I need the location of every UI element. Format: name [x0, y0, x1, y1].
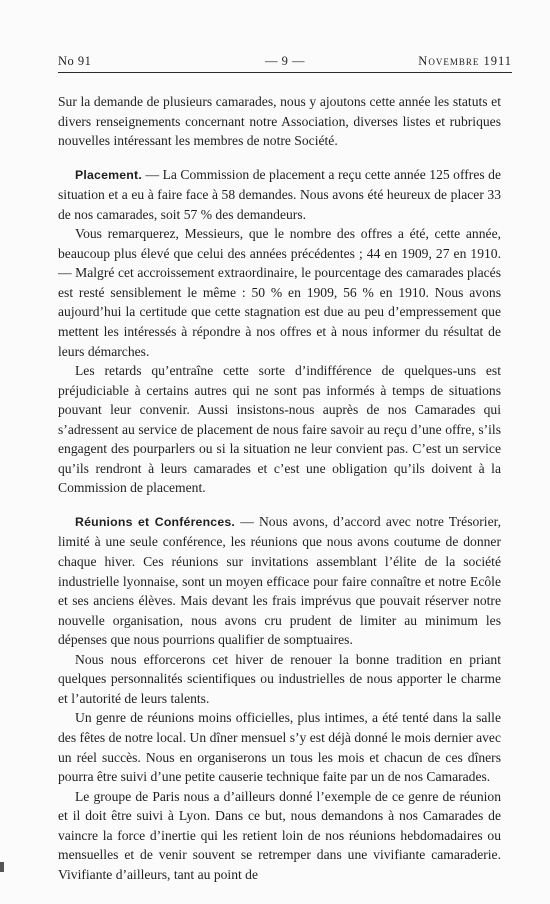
- paragraph-intro: [58, 92, 501, 151]
- paragraph-text: Sur la demande de plusieurs camarades, nous y ajoutons cette année les statuts et divers renseignements concernant notre Association, diverses listes et rubriques nouvelles intéressant les membres de notre Société.: [58, 94, 501, 149]
- issue-date: Novembre 1911: [418, 54, 512, 68]
- paragraph-offers: [58, 224, 501, 361]
- issue-number: No 91: [58, 54, 92, 68]
- paragraph-delays: [58, 361, 501, 498]
- section-heading-meetings: Réunions et Conférences.: [75, 514, 236, 529]
- paragraph-text: — La Commission de placement a reçu cette année 125 offres de situation et a eu à faire face à 58 demandes. Nous avons été heureux de placer 33 de nos camarades, soit 57 % des demandeurs.: [58, 166, 501, 222]
- page-number: — 9 —: [265, 54, 305, 68]
- article-body: [58, 92, 501, 884]
- paragraph-text: Vous remarquerez, Messieurs, que le nombre des offres a été, cette année, beaucoup plus élevé que celui des années précédentes ; 44 en 1909, 27 en 1910. — Malgré cet accroissement extraordinaire, le pourcentage des camarades placés est resté sensiblement le même : 50 % en 1909, 56 % en 1910. Nous avons aujourd’hui la certitude que cette stagnation est due au peu d’empressement que mettent les intéressés à répondre à nos offres et à nous informer du résultat de leurs démarches.: [58, 226, 501, 359]
- paragraph-dinners: [58, 708, 501, 786]
- header-rule: [58, 72, 512, 73]
- paragraph-text: Les retards qu’entraîne cette sorte d’indifférence de quelques-uns est préjudiciable à certains autres qui ne sont pas informés à temps de situations pouvant leur convenir. Aussi insistons-nous auprès de nos Camarades qui s’adressent au service de placement de nous faire savoir au reçu d’une offre, s’ils engagent des pourparlers ou si la situation ne leur convient pas. C’est un service qu’ils rendront à leurs camarades et c’est une obligation qu’ils doivent à la Commission de placement.: [58, 363, 501, 496]
- paragraph-winter: [58, 650, 501, 709]
- paragraph-text: Nous nous efforcerons cet hiver de renouer la bonne tradition en priant quelques personnalités scientifiques ou industrielles de nous apporter le charme et l’autorité de leurs talents.: [58, 651, 501, 706]
- paragraph-meetings: [58, 512, 501, 650]
- section-heading-placement: Placement.: [75, 167, 142, 182]
- paragraph-text: Un genre de réunions moins officielles, plus intimes, a été tenté dans la salle des fêtes de notre local. Un dîner mensuel s’y est déjà donné le mois dernier avec un réel succès. Nous en organiserons un tous les mois et chacun de ces dîners pourra être suivi d’une petite causerie technique faite par un de nos Camarades.: [58, 710, 501, 785]
- page-header: [58, 54, 512, 74]
- paragraph-text: — Nous avons, d’accord avec notre Trésorier, limité à une seule conférence, les réunions que nous avons coutume de donner chaque hiver. Ces réunions sur invitations assemblant l’élite de la société industrielle lyonnaise, sont un moyen efficace pour faire connaître et notre Ecôle et ses anciens élèves. Mais devant les frais imprévus que pouvait réserver notre nouvelle organisation, nous avons cru prudent de limiter au minimum les dépenses que nous pourrions qualifier de somptuaires.: [58, 513, 501, 648]
- scan-edge-mark: [0, 862, 4, 872]
- paragraph-text: Le groupe de Paris nous a d’ailleurs donné l’exemple de ce genre de réunion et il doit être suivi à Lyon. Dans ce but, nous demandons à nos Camarades de vaincre la force d’inertie qui les retient loin de nos réunions hebdomadaires ou mensuelles et de venir souvent se retremper dans une vivifiante camaraderie. Vivifiante d’ailleurs, tant au point de: [58, 788, 501, 882]
- paragraph-placement: [58, 165, 501, 225]
- paragraph-paris-group: [58, 787, 501, 885]
